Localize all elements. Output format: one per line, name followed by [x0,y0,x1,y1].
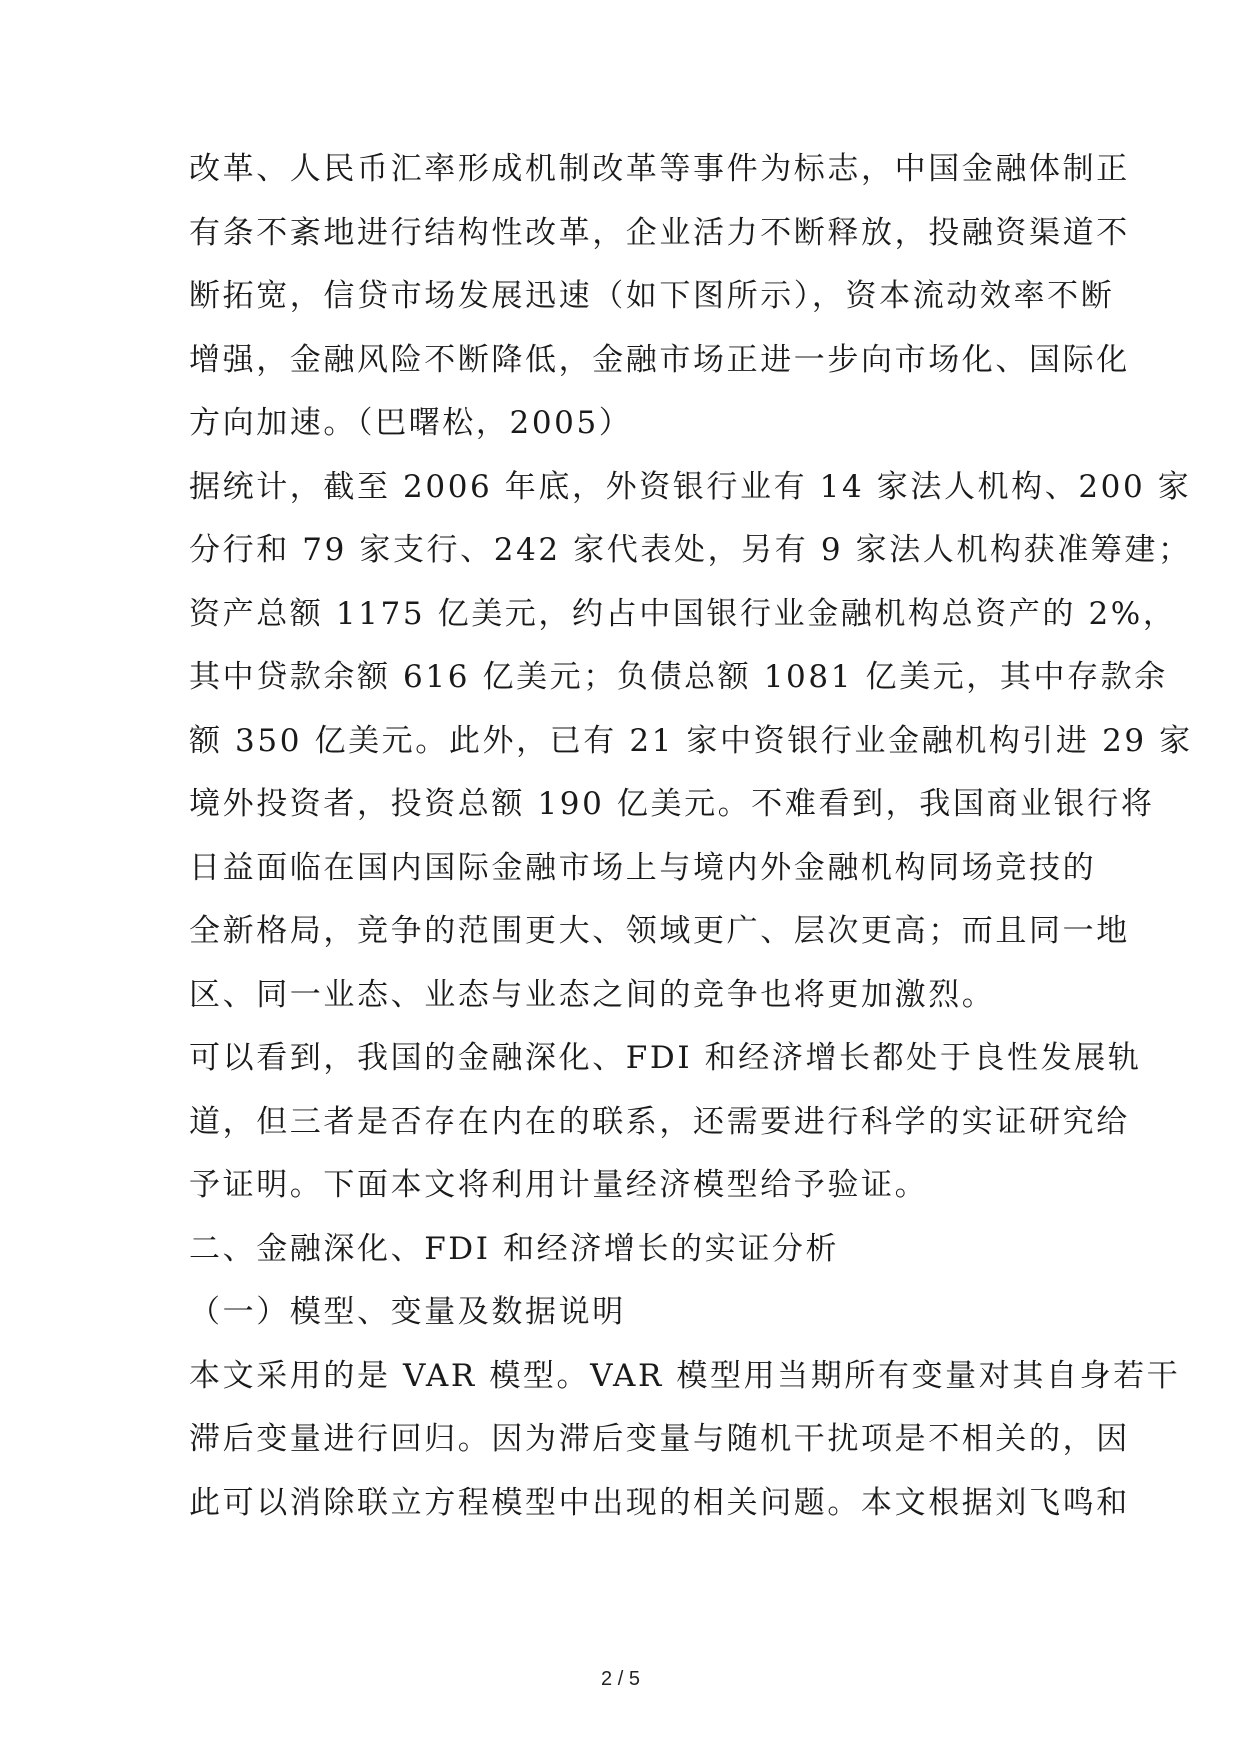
body-text-line: 可以看到，我国的金融深化、FDI 和经济增长都处于良性发展轨 [189,1040,1142,1076]
page-number: 2 / 5 [601,1668,640,1690]
subsection-heading: （一）模型、变量及数据说明 [189,1294,626,1330]
body-text-line: 资产总额 1175 亿美元，约占中国银行业金融机构总资产的 2%， [189,595,1177,632]
body-text-line: 滞后变量进行回归。因为滞后变量与随机干扰项是不相关的，因 [189,1421,1130,1457]
body-text-line: 据统计，截至 2006 年底，外资银行业有 14 家法人机构、200 家 [189,468,1192,505]
body-text-line: 道，但三者是否存在内在的联系，还需要进行科学的实证研究给 [189,1103,1130,1140]
body-text-line: 改革、人民币汇率形成机制改革等事件为标志，中国金融体制正 [189,151,1130,187]
body-text-line: 其中贷款余额 616 亿美元；负债总额 1081 亿美元，其中存款余 [189,659,1168,695]
document-body [189,138,1193,1535]
body-text-line: 断拓宽，信贷市场发展迅速（如下图所示），资本流动效率不断 [189,278,1115,314]
body-text-line: 额 350 亿美元。此外，已有 21 家中资银行业金融机构引进 29 家 [189,722,1193,759]
body-text-line: 区、同一业态、业态与业态之间的竞争也将更加激烈。 [189,976,996,1013]
body-text-line: 予证明。下面本文将利用计量经济模型给予验证。 [189,1167,929,1203]
body-text-line: 全新格局，竞争的范围更大、领域更广、层次更高；而且同一地 [189,913,1130,949]
body-text-line: 此可以消除联立方程模型中出现的相关问题。本文根据刘飞鸣和 [189,1484,1130,1521]
body-text-line: 方向加速。（巴曙松，2005） [189,405,633,441]
body-text-line: 日益面临在国内国际金融市场上与境内外金融机构同场竞技的 [189,849,1097,886]
body-text-line: 有条不紊地进行结构性改革，企业活力不断释放，投融资渠道不 [189,214,1130,251]
body-text-line: 境外投资者，投资总额 190 亿美元。不难看到，我国商业银行将 [189,786,1155,822]
body-text-line: 本文采用的是 VAR 模型。VAR 模型用当期所有变量对其自身若干 [189,1357,1181,1394]
body-text-line: 增强，金融风险不断降低，金融市场正进一步向市场化、国际化 [189,341,1130,378]
body-text-line: 分行和 79 家支行、242 家代表处，另有 9 家法人机构获准筹建； [189,532,1192,568]
section-heading: 二、金融深化、FDI 和经济增长的实证分析 [189,1230,840,1267]
